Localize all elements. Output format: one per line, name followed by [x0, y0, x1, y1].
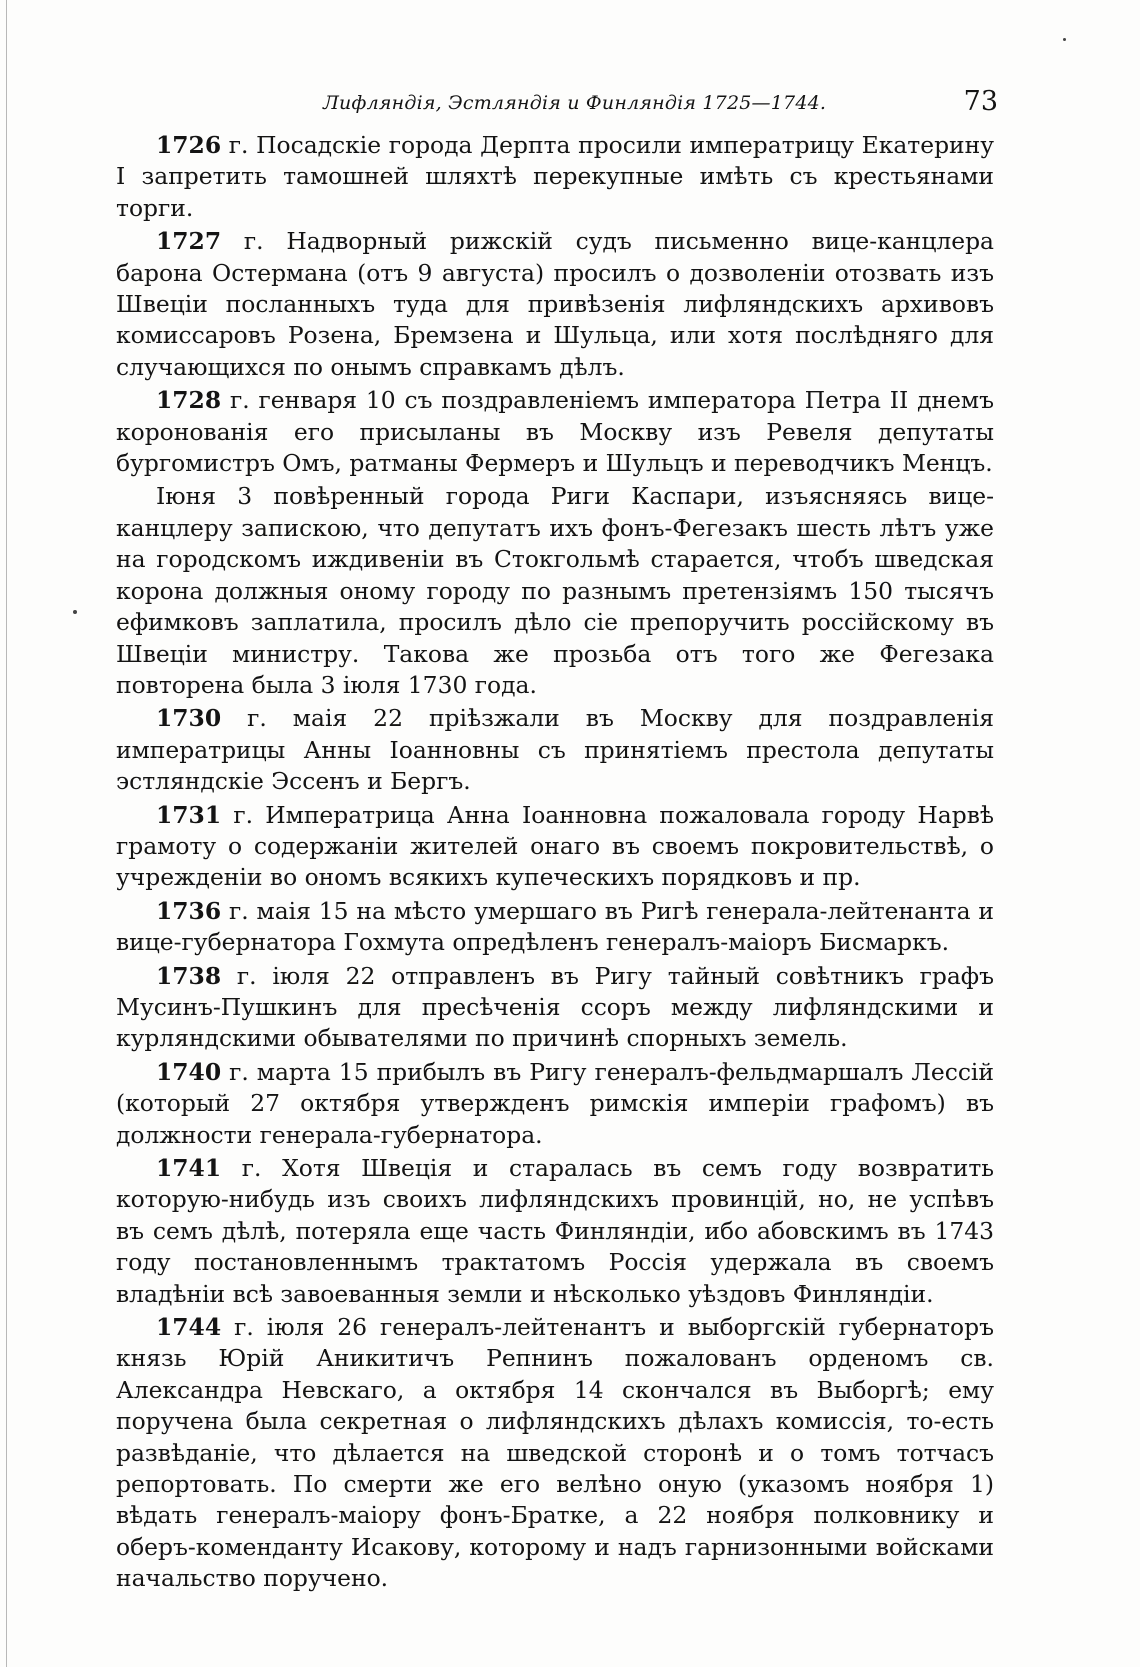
entry-1730	[116, 703, 994, 797]
entry-1728	[116, 385, 994, 479]
scan-speck	[1063, 38, 1066, 41]
entry-year: 1727	[156, 227, 222, 256]
entry-year: 1730	[156, 704, 222, 733]
entry-year: 1736	[156, 896, 222, 925]
entry-text: г. марта 15 прибылъ въ Ригу генералъ-фельдмаршалъ Лессій (который 27 октября утвержденъ римскія имперіи графомъ) въ должности генерала-губернатора.	[116, 1057, 994, 1149]
entry-text: г. Надворный рижскій судъ письменно вице-канцлера барона Остермана (отъ 9 августа) просилъ о дозволеніи отозвать изъ Швеціи посланныхъ туда для привѣзенія лифляндскихъ архивовъ комиссаровъ Розена, Бремзена и Шульца, или хотя послѣдняго для случающихся по онымъ справкамъ дѣлъ.	[116, 227, 994, 381]
entry-text: г. іюля 22 отправленъ въ Ригу тайный совѣтникъ графъ Мусинъ-Пушкинъ для пресѣченія ссоръ между лифляндскими и курляндскими обывателями по причинѣ спорныхъ земель.	[116, 961, 994, 1053]
entry-1726	[116, 130, 994, 224]
entry-text: г. іюля 26 генералъ-лейтенантъ и выборгскій губернаторъ князь Юрій Аникитичъ Репнинъ пожалованъ орденомъ св. Александра Невскаго, а октября 14 скончался въ Выборгѣ; ему поручена была секретная о лифляндскихъ дѣлахъ комиссія, то-есть развѣданіе, что дѣлается на шведской сторонѣ и о томъ тотчасъ репортовать. По смерти же его велѣно оную (указомъ ноября 1) вѣдать генералъ-маіору фонъ-Братке, а 22 ноября полковнику и оберъ-коменданту Исакову, которому и надъ гарнизонными войсками начальство поручено.	[116, 1313, 994, 1593]
entry-1736	[116, 896, 994, 959]
entry-year: 1728	[156, 386, 222, 415]
entry-year: 1741	[156, 1154, 222, 1182]
entry-text: Іюня 3 повѣренный города Риги Каспари, изъясняясь вице-канцлеру запискою, что депутатъ ихъ фонъ-Фегезакъ шесть лѣтъ уже на городскомъ иждивеніи въ Стокгольмѣ старается, чтобъ шведская корона должныя оному городу по разнымъ претензіямъ 150 тысячъ ефимковъ заплатила, просилъ дѣло сіе препоручить россійскому въ Швеціи министру. Такова же прозьба отъ того же Фегезака повторена была 3 іюля 1730 года.	[116, 482, 994, 699]
entry-year: 1740	[156, 1057, 222, 1086]
entry-year: 1738	[156, 961, 222, 990]
running-title: Лифляндія, Эстляндія и Финляндія 1725—1744.	[323, 92, 827, 114]
entry-text: г. маія 15 на мѣсто умершаго въ Ригѣ генерала-лейтенанта и вице-губернатора Гохмута опредѣленъ генералъ-маіоръ Бисмаркъ.	[116, 896, 994, 957]
entry-text: г. Хотя Швеція и старалась въ семъ году возвратить которую-нибудь изъ своихъ лифляндскихъ провинцій, но, не успѣвъ въ семъ дѣлѣ, потеряла еще часть Финляндіи, ибо абовскимъ въ 1743 году постановленнымъ трактатомъ Россія удержала въ своемъ владѣніи всѣ завоеванныя земли и нѣсколько уѣздовъ Финляндіи.	[116, 1154, 994, 1308]
entry-1727	[116, 226, 994, 383]
entry-year: 1731	[156, 800, 222, 829]
page-body	[116, 130, 994, 1597]
entry-1741	[116, 1153, 994, 1310]
entry-text: г. генваря 10 съ поздравленіемъ императора Петра II днемъ коронованія его присыланы въ Москву изъ Ревеля депутаты бургомистръ Омъ, ратманы Фермеръ и Шульцъ и переводчикъ Менцъ.	[116, 386, 994, 478]
entry-text: г. маія 22 пріѣзжали въ Москву для поздравленія императрицы Анны Іоанновны съ принятіемъ престола депутаты эстляндскіе Эссенъ и Бергъ.	[116, 704, 994, 796]
entry-1728-june	[116, 481, 994, 701]
entry-year: 1726	[156, 131, 222, 159]
page-number: 73	[963, 86, 998, 117]
scan-speck	[73, 610, 77, 614]
entry-year: 1744	[156, 1313, 222, 1342]
scan-edge-line	[6, 0, 7, 1667]
entry-text: г. Посадскіе города Дерпта просили императрицу Екатерину I запретить тамошней шляхтѣ перекупные имѣть съ крестьянами торги.	[116, 131, 994, 222]
entry-1744	[116, 1312, 994, 1595]
entry-1740	[116, 1057, 994, 1151]
page-header	[118, 86, 998, 122]
entry-text: г. Императрица Анна Іоанновна пожаловала городу Нарвѣ грамоту о содержаніи жителей онаго въ своемъ покровительствѣ, о учрежденіи во ономъ всякихъ купеческихъ порядковъ и пр.	[116, 800, 994, 892]
entry-1738	[116, 961, 994, 1055]
entry-1731	[116, 800, 994, 894]
